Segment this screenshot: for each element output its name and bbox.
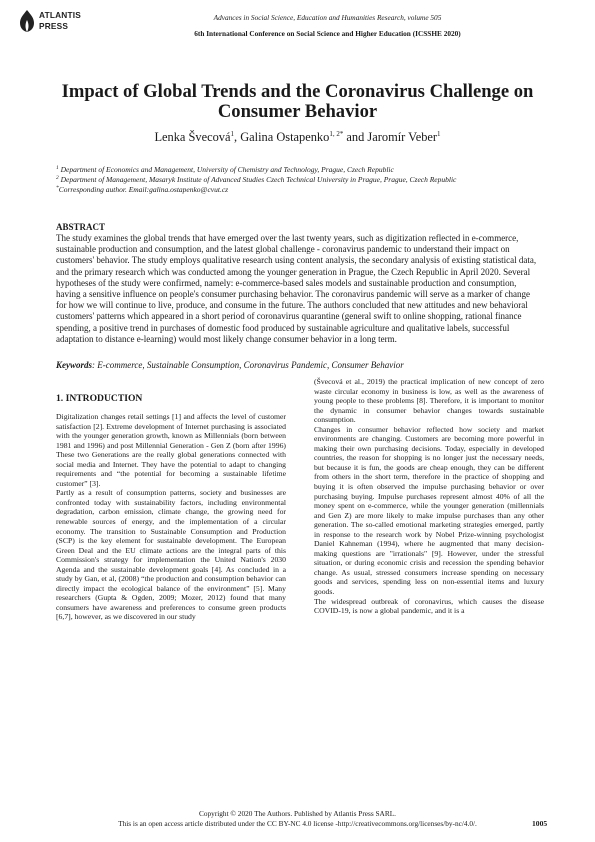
section-heading-introduction: 1. INTRODUCTION	[56, 393, 143, 404]
body-paragraph: Changes in consumer behavior reflected how society and market environments are changing. Customers are becoming more powerful in making their own purchasing decisions. Today, especially in developed countries, the reason for shopping is no longer just the necessary needs, but because it is fun, the goods are cheap enough, they can be different from others in the short term, therefore in the practice of shopping and buying it is often observed the impulse purchasing behavior or over purchasing buying. Impulse purchases represent almost 40% of all the money spent on e-commerce, while the younger generation (millennials and Gen Z) are more likely to make impulse purchases than any other generation. The so-called emotional marketing strategies emerged, partly in response to the research work by Nobel Prize-winning psychologist Daniel Kahneman (1994), where he augmented that many decision-making questions are "irrationals" [9]. However, under the stressful situation, or during economic crisis and recession the spending behavior change. As usual, stressed consumers increase spending on necessary goods and services, spending less on non-essential items and luxury goods.	[314, 424, 544, 597]
body-column-left	[56, 412, 286, 622]
logo-line-2: PRESS	[39, 21, 69, 31]
author-list	[40, 130, 555, 145]
author-separator: and	[343, 130, 368, 144]
body-paragraph: Partly as a result of consumption patterns, society and businesses are confronted today with sustainability factors, including environmental degradation, carbon emission, climate change, the growing need for renewable sources of energy, and the implementation of a circular economy. The transition to Sustainable Consumption and Production (SCP) is the key element for sustainable development. The European Green Deal and the EU climate actions are the integral parts of this Commission's strategy for implementation the United Nation's 2030 Agenda and the sustainable development goals [4]. As concluded in a study by Gan, et al, (2008) “the production and consumption behavior can directly impact the ecological balance of the environment” [5]. Many researchers (Gupta & Ogden, 2009; Mozer, 2012) found that many consumers have awareness and preferences to consume green products [6,7], however, as we discovered in our study	[56, 488, 286, 622]
abstract-text: The study examines the global trends that have emerged over the last twenty years, such as digitization reflected in e-commerce, sustainable production and consumption, and the latest global challenge - coronavirus pandemic to understand their impact on customers' behavior. The study employs qualitative research using content analysis, the secondary analysis of existing statistical data, and the primary research which was conducted among the younger generation in Prague, the Czech Republic in April 2020. Several hypotheses of the study were confirmed, namely: e-commerce-based sales models and sustainable production and consumption, having a sensitive influence on people's consumer purchasing behavior. The coronavirus pandemic will serve as a marker of change for how we will continue to live, produce, and consume in the future. The authors concluded that new attitudes and new behavioral customers' patterns which appeared in a short period of coronavirus quarantine (general swift to online shopping, rational finance spending, a positive trend in purchases of domestic food produced by sustainable agriculture and qualitative labels, successful adaptation to distance e-learning) would most likely change consumer behavior in a long term.	[56, 233, 537, 344]
keywords	[56, 360, 541, 371]
author-affiliation-mark: 1	[437, 130, 441, 138]
author-name: Galina Ostapenko	[240, 130, 330, 144]
copyright-footer	[0, 809, 595, 828]
body-paragraph: Digitalization changes retail settings [1] and affects the level of customer satisfaction [2]. Extreme development of Internet purchasing is associated with the younger generation growth, known as Millennials (born between 1981 and 1996) and post Millennial Generation - Gen Z (born after 1996) These two Generations are the really global generations connected with social media and Internet. They have the potential to adapt to changing requirements and “the potential for becoming a sustainable lifetime customer” [3].	[56, 412, 286, 488]
author-separator: ,	[234, 130, 241, 144]
abstract-heading: ABSTRACT	[56, 222, 106, 232]
paper-title: Impact of Global Trends and the Coronavirus Challenge on Consumer Behavior	[61, 81, 534, 122]
author-affiliation-mark: 1	[230, 130, 234, 138]
copyright-line: Copyright © 2020 The Authors. Published by Atlantis Press SARL.	[199, 809, 396, 818]
affiliations	[56, 165, 541, 195]
logo-line-1: ATLANTIS	[39, 10, 82, 20]
conference-header: 6th International Conference on Social Science and Higher Education (ICSSHE 2020)	[194, 29, 461, 38]
author-name: Lenka Švecová	[154, 130, 231, 144]
author-name: Jaromír Veber	[367, 130, 438, 144]
journal-header: Advances in Social Science, Education and Humanities Research, volume 505	[213, 13, 442, 22]
page-number: 1005	[532, 819, 548, 828]
body-paragraph: (Švecová et al., 2019) the practical implication of new concept of zero waste circular economy in business is low, as well as the awareness of young people to these problems [8]. Therefore, it is important to monitor the dynamic in consumer behavior changes towards sustainable consumption.	[314, 377, 544, 425]
author-affiliation-mark: 1, 2*	[329, 130, 344, 138]
license-line: This is an open access article distributed under the CC BY-NC 4.0 license -http://creativecommons.org/licenses/by-nc/4.0/.	[118, 818, 477, 828]
body-column-right	[314, 377, 544, 616]
corresponding-author: *Corresponding author. Email:galina.ostapenko@cvut.cz	[56, 184, 229, 194]
keywords-value: : E-commerce, Sustainable Consumption, Coronavirus Pandemic, Consumer Behavior	[92, 360, 404, 370]
affiliation-item: $^2$ Department of Management, Masaryk Institute of Advanced Studies Czech Technical University in Prague, Prague, Czech Republic	[56, 174, 457, 184]
affiliation-item: $^1$ Department of Economics and Management, University of Chemistry and Technology, Prague, Czech Republic	[56, 165, 394, 174]
body-paragraph: The widespread outbreak of coronavirus, which causes the disease COVID-19, is now a global pandemic, and it is a	[314, 596, 544, 616]
keywords-label: Keywords	[56, 360, 92, 370]
